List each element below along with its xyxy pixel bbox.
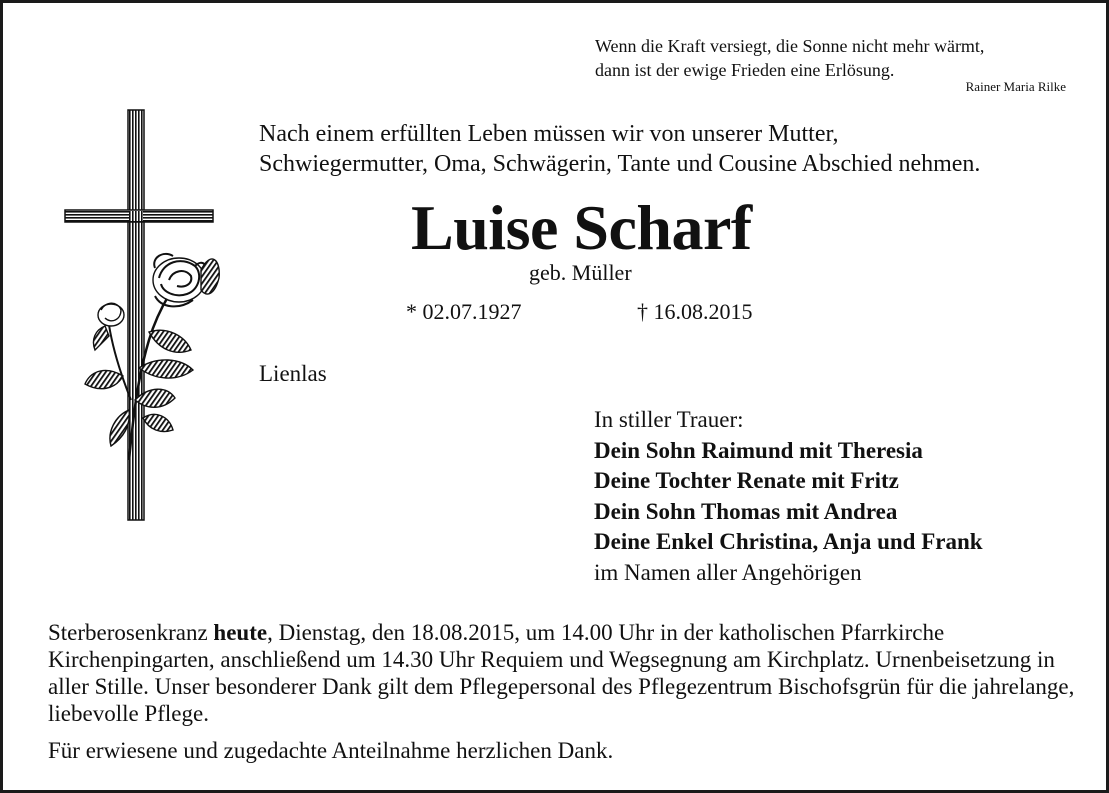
quote (595, 34, 984, 82)
intro-line: Nach einem erfüllten Leben müssen wir von unserer Mutter, (259, 121, 839, 147)
maiden-name: geb. Müller (529, 260, 632, 285)
mourner-entry: Dein Sohn Thomas mit Andrea (594, 498, 898, 524)
cross-icon (65, 110, 213, 520)
intro-text (259, 119, 980, 179)
quote-line: dann ist der ewige Frieden eine Erlösung. (595, 60, 895, 80)
quote-line: Wenn die Kraft versiegt, die Sonne nicht mehr wärmt, (595, 36, 985, 56)
mourners-heading: In stiller Trauer: (594, 407, 744, 432)
mourner-entry: Deine Tochter Renate mit Fritz (594, 468, 899, 493)
service-emphasis: heute (213, 620, 268, 645)
rose-icon (85, 254, 219, 460)
service-text: , Dienstag, den 18.08.2015, um 14.00 Uhr in der katholischen Pfarrkirche Kirchenpingarten, anschließend um 14.30 Uhr Requiem und Wegsegnung am Kirchplatz. Urnenbeisetzung in aller Stille. Unser besonderer Dank gilt dem Pflegepersonal des Pflegezentrum Bischofsgrün für die jahrelange, liebevolle Pflege. (48, 620, 1075, 726)
deceased-name: Luise Scharf (411, 192, 752, 263)
service-prefix: Sterberosenkranz (48, 620, 214, 645)
thanks-line: Für erwiesene und zugedachte Anteilnahme herzlichen Dank. (48, 738, 614, 763)
service-details (48, 619, 1088, 727)
place-name: Lienlas (259, 361, 327, 386)
mourners-block (594, 405, 983, 588)
quote-author: Rainer Maria Rilke (965, 79, 1066, 94)
death-date: † 16.08.2015 (637, 299, 753, 324)
intro-line: Schwiegermutter, Oma, Schwägerin, Tante und Cousine Abschied nehmen. (259, 151, 981, 177)
cross-with-rose-illustration (51, 100, 231, 530)
mourners-closing: im Namen aller Angehörigen (594, 559, 862, 585)
mourner-entry: Deine Enkel Christina, Anja und Frank (594, 529, 983, 554)
birth-date: * 02.07.1927 (406, 299, 522, 324)
mourner-entry: Dein Sohn Raimund mit Theresia (594, 437, 923, 463)
